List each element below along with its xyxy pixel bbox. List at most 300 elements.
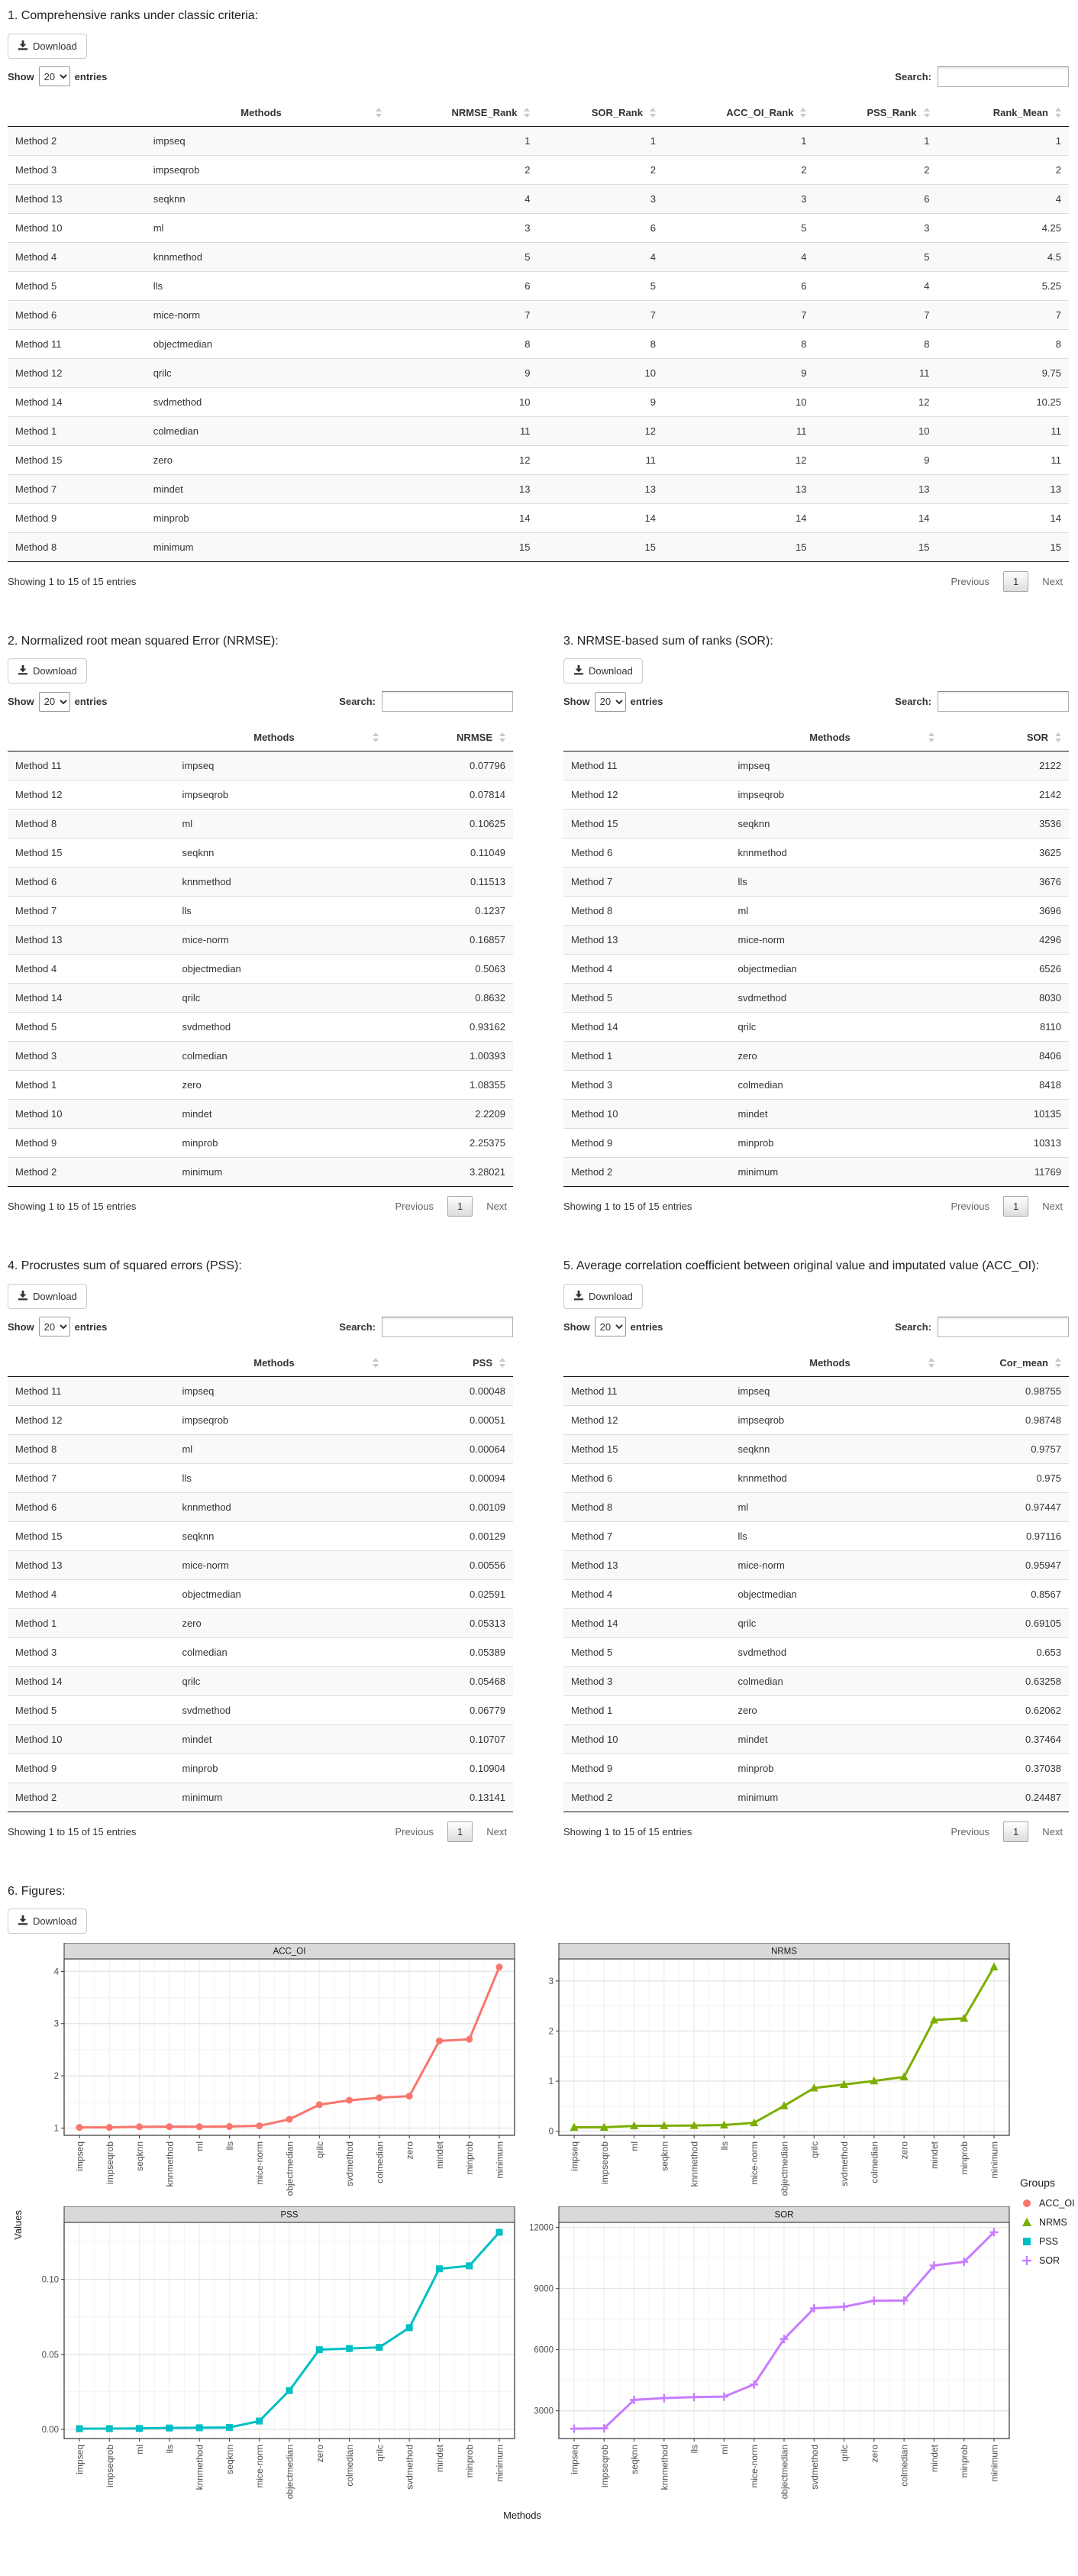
table-cell: 8 xyxy=(1055,338,1061,350)
svg-text:objectmedian: objectmedian xyxy=(284,2445,295,2500)
row-label: Method 11 xyxy=(15,1385,62,1397)
table-cell: 11769 xyxy=(1034,1166,1061,1178)
legend-item-ACC_OI xyxy=(1020,2196,1078,2210)
table-row xyxy=(8,155,1069,184)
svg-text:svdmethod: svdmethod xyxy=(344,2141,356,2187)
row-label: Method 6 xyxy=(571,847,613,859)
row-label: Method 10 xyxy=(571,1733,618,1745)
table-row xyxy=(563,1579,1069,1608)
table-cell: svdmethod xyxy=(182,1021,231,1033)
row-label: Method 1 xyxy=(15,1079,57,1091)
table-cell: 0.00094 xyxy=(470,1472,505,1484)
table-cell: 7 xyxy=(524,309,531,321)
legend-item-NRMS xyxy=(1020,2216,1078,2229)
table-cell: ml xyxy=(737,905,749,917)
next-button[interactable]: Next xyxy=(1042,575,1063,587)
table-cell: ml xyxy=(182,1443,193,1455)
rowname-column-header xyxy=(563,722,730,751)
show-label: Show xyxy=(563,696,590,708)
previous-button[interactable]: Previous xyxy=(951,575,990,587)
entries-label: entries xyxy=(630,696,663,708)
svg-text:seqknn: seqknn xyxy=(659,2141,670,2172)
page-1-button[interactable]: 1 xyxy=(1003,571,1028,592)
column-header-PSS_Rank[interactable] xyxy=(814,98,937,127)
table-cell: 0.02591 xyxy=(470,1588,505,1600)
table-row xyxy=(8,1376,513,1405)
svg-text:1: 1 xyxy=(548,2077,554,2087)
legend-title: Groups xyxy=(1020,2177,1055,2190)
table-cell: 7 xyxy=(650,309,656,321)
column-header-Methods[interactable] xyxy=(174,1348,386,1377)
column-header-Methods[interactable] xyxy=(730,1348,942,1377)
section-sor xyxy=(563,632,1069,1217)
table-cell: 2 xyxy=(524,163,531,176)
table-info: Showing 1 to 15 of 15 entries xyxy=(8,575,137,587)
table-cell: 10135 xyxy=(1033,1108,1061,1120)
svg-text:minprob: minprob xyxy=(464,2141,476,2175)
table-row xyxy=(563,1434,1069,1463)
page-length-select[interactable] xyxy=(39,692,70,712)
table-cell: 6 xyxy=(801,280,807,292)
table-row xyxy=(563,1695,1069,1724)
table-row xyxy=(563,1129,1069,1158)
table-row xyxy=(8,1100,513,1129)
row-label: Method 5 xyxy=(15,280,57,292)
download-label: Download xyxy=(33,665,77,677)
row-label: Method 2 xyxy=(15,1791,57,1803)
download-label: Download xyxy=(589,665,633,677)
table-cell: 0.8567 xyxy=(1031,1588,1061,1600)
table-cell: zero xyxy=(182,1079,202,1091)
sort-icon xyxy=(924,108,930,118)
column-header-SOR_Rank[interactable] xyxy=(537,98,663,127)
table-cell: 3.28021 xyxy=(470,1166,505,1178)
table-row xyxy=(8,1579,513,1608)
search-input[interactable] xyxy=(938,691,1069,712)
svg-text:mindet: mindet xyxy=(434,2445,445,2473)
table-cell: minimum xyxy=(153,541,194,553)
table-cell: knnmethod xyxy=(737,847,787,859)
row-label: Method 13 xyxy=(571,1559,618,1571)
svg-text:seqknn: seqknn xyxy=(224,2445,235,2475)
svg-text:minprob: minprob xyxy=(959,2141,970,2175)
column-header-Methods[interactable] xyxy=(730,722,942,751)
row-label: Method 13 xyxy=(15,1559,63,1571)
download-icon xyxy=(573,664,584,677)
row-label: Method 4 xyxy=(571,963,613,975)
row-label: Method 14 xyxy=(571,1617,618,1629)
table-cell: impseq xyxy=(182,1385,215,1397)
svg-text:svdmethod: svdmethod xyxy=(404,2445,415,2490)
search-input[interactable] xyxy=(382,1317,513,1337)
table-cell: 0.5063 xyxy=(475,963,505,975)
page-1-button[interactable]: 1 xyxy=(447,1196,473,1217)
table-row xyxy=(8,213,1069,242)
svg-text:qrilc: qrilc xyxy=(374,2445,386,2462)
legend-label: NRMS xyxy=(1039,2217,1067,2229)
previous-button[interactable]: Previous xyxy=(951,1825,990,1837)
table-row xyxy=(563,1637,1069,1666)
table-row xyxy=(8,751,513,781)
table-cell: mice-norm xyxy=(182,1559,229,1571)
table-cell: 12 xyxy=(795,454,807,466)
data-table xyxy=(8,1348,513,1812)
download-icon xyxy=(18,664,28,677)
download-button[interactable] xyxy=(563,1284,643,1309)
svg-text:colmedian: colmedian xyxy=(899,2445,910,2487)
svg-text:impseq: impseq xyxy=(569,2445,580,2475)
table-cell: 12 xyxy=(918,396,930,408)
page-1-button[interactable]: 1 xyxy=(1003,1821,1028,1842)
row-label: Method 10 xyxy=(571,1108,618,1120)
table-cell: 13 xyxy=(1050,483,1061,495)
row-label: Method 14 xyxy=(15,1675,63,1687)
table-cell: 14 xyxy=(795,512,807,524)
table-cell: mindet xyxy=(153,483,183,495)
table-cell: 1 xyxy=(650,134,656,147)
svg-text:minimum: minimum xyxy=(989,2445,1000,2483)
table-cell: 4 xyxy=(650,250,656,263)
column-header-Methods[interactable] xyxy=(146,98,390,127)
table-row xyxy=(8,329,1069,358)
svg-text:zero: zero xyxy=(314,2445,325,2463)
table-cell: 6 xyxy=(524,280,531,292)
row-label: Method 9 xyxy=(571,1762,613,1774)
table-cell: 1.00393 xyxy=(470,1050,505,1062)
table-cell: mindet xyxy=(182,1108,212,1120)
table-cell: 0.975 xyxy=(1036,1472,1061,1484)
section-figures xyxy=(8,1883,1075,2522)
table-cell: 7 xyxy=(924,309,930,321)
row-label: Method 13 xyxy=(15,934,63,946)
table-cell: 15 xyxy=(918,541,930,553)
table-cell: qrilc xyxy=(737,1021,757,1033)
circle-marker-icon xyxy=(1020,2196,1034,2210)
table-cell: objectmedian xyxy=(182,963,241,975)
table-cell: 5.25 xyxy=(1041,280,1061,292)
table-cell: lls xyxy=(737,876,747,888)
table-row xyxy=(563,1492,1069,1521)
column-label: Cor_mean xyxy=(999,1356,1048,1369)
table-cell: 0.1237 xyxy=(475,905,505,917)
table-cell: 15 xyxy=(795,541,807,553)
svg-text:minprob: minprob xyxy=(464,2445,476,2478)
table-row xyxy=(563,1753,1069,1783)
table-cell: 0.10904 xyxy=(470,1762,505,1774)
entries-label: entries xyxy=(74,696,108,708)
table-cell: 4 xyxy=(1055,192,1061,205)
table-cell: minimum xyxy=(737,1791,779,1803)
column-label: NRMSE_Rank xyxy=(451,106,518,118)
page-length-select[interactable] xyxy=(595,1317,626,1336)
column-header-SOR[interactable] xyxy=(942,722,1069,751)
table-cell: minprob xyxy=(182,1137,218,1149)
table-cell: 10 xyxy=(644,367,656,379)
table-cell: mindet xyxy=(737,1108,768,1120)
svg-text:4: 4 xyxy=(53,1967,59,1977)
previous-button[interactable]: Previous xyxy=(951,1201,990,1213)
table-row xyxy=(8,1463,513,1492)
download-button[interactable] xyxy=(8,34,87,59)
table-cell: svdmethod xyxy=(153,396,202,408)
page-1-button[interactable]: 1 xyxy=(1003,1196,1028,1217)
row-label: Method 15 xyxy=(15,1530,63,1542)
table-row xyxy=(8,416,1069,445)
table-cell: colmedian xyxy=(182,1050,228,1062)
section-title: 2. Normalized root mean squared Error (NRMSE): xyxy=(8,634,279,648)
row-label: Method 1 xyxy=(15,1617,57,1629)
pagination xyxy=(389,1821,513,1842)
table-cell: 9 xyxy=(924,454,930,466)
table-row xyxy=(8,1724,513,1753)
facet-strip-title: PSS xyxy=(280,2210,299,2220)
table-row xyxy=(563,1100,1069,1129)
svg-text:colmedian: colmedian xyxy=(869,2141,880,2184)
table-row xyxy=(8,810,513,839)
table-cell: 8 xyxy=(924,338,930,350)
table-cell: qrilc xyxy=(182,992,201,1004)
row-label: Method 1 xyxy=(15,425,57,437)
previous-button[interactable]: Previous xyxy=(395,1825,434,1837)
table-cell: 0.11049 xyxy=(470,847,505,859)
page-1-button[interactable]: 1 xyxy=(447,1821,473,1842)
table-row xyxy=(563,1013,1069,1042)
table-cell: svdmethod xyxy=(737,1646,787,1658)
entries-label: entries xyxy=(74,70,108,82)
download-button[interactable] xyxy=(8,1909,87,1934)
table-cell: minprob xyxy=(182,1762,218,1774)
facet-strip-title: ACC_OI xyxy=(273,1947,306,1957)
table-cell: knnmethod xyxy=(737,1472,787,1484)
sort-icon xyxy=(928,1358,934,1368)
table-row xyxy=(8,955,513,984)
search-input[interactable] xyxy=(382,691,513,712)
table-cell: seqknn xyxy=(737,818,770,830)
column-header-NRMSE[interactable] xyxy=(386,722,513,751)
table-cell: zero xyxy=(737,1704,757,1716)
table-cell: 3 xyxy=(524,221,531,234)
table-cell: 4296 xyxy=(1039,934,1061,946)
column-header-Cor_mean[interactable] xyxy=(942,1348,1069,1377)
next-button[interactable]: Next xyxy=(1042,1201,1063,1213)
download-button[interactable] xyxy=(563,658,643,684)
table-row xyxy=(8,1608,513,1637)
svg-text:3: 3 xyxy=(548,1977,554,1987)
column-header-Methods[interactable] xyxy=(174,722,386,751)
svg-text:seqknn: seqknn xyxy=(629,2445,641,2475)
table-cell: 2142 xyxy=(1039,789,1061,801)
table-row xyxy=(8,1158,513,1187)
svg-text:2: 2 xyxy=(548,2027,554,2037)
table-cell: 2.2209 xyxy=(475,1108,505,1120)
data-table xyxy=(8,98,1069,562)
row-label: Method 8 xyxy=(15,818,57,830)
row-label: Method 6 xyxy=(15,309,57,321)
table-row xyxy=(8,1695,513,1724)
table-cell: 2.25375 xyxy=(470,1137,505,1149)
table-cell: minimum xyxy=(737,1166,779,1178)
table-cell: 9 xyxy=(650,396,656,408)
table-cell: 5 xyxy=(924,250,930,263)
row-label: Method 12 xyxy=(15,789,63,801)
table-row xyxy=(8,474,1069,503)
y-axis-title: Values xyxy=(11,2209,24,2240)
download-button[interactable] xyxy=(8,1284,87,1309)
table-cell: colmedian xyxy=(737,1675,783,1687)
svg-text:impseq: impseq xyxy=(74,2445,86,2475)
legend-item-SOR xyxy=(1020,2254,1078,2267)
table-row xyxy=(563,1042,1069,1071)
table-cell: zero xyxy=(153,454,173,466)
svg-text:0.10: 0.10 xyxy=(41,2276,59,2286)
search-input[interactable] xyxy=(938,1317,1069,1337)
row-label: Method 4 xyxy=(15,250,57,263)
row-label: Method 4 xyxy=(571,1588,613,1600)
sort-icon xyxy=(928,732,934,742)
row-label: Method 5 xyxy=(15,1704,57,1716)
next-button[interactable]: Next xyxy=(486,1201,507,1213)
rowname-column-header xyxy=(8,722,174,751)
previous-button[interactable]: Previous xyxy=(395,1201,434,1213)
table-cell: zero xyxy=(737,1050,757,1062)
table-cell: 13 xyxy=(519,483,531,495)
table-cell: qrilc xyxy=(153,367,172,379)
table-cell: impseqrob xyxy=(182,789,229,801)
search-label: Search: xyxy=(895,1320,931,1333)
svg-text:0: 0 xyxy=(548,2127,554,2137)
table-cell: 6526 xyxy=(1039,963,1061,975)
download-label: Download xyxy=(589,1290,633,1302)
column-label: Methods xyxy=(809,1356,850,1369)
svg-text:mice-norm: mice-norm xyxy=(254,2445,266,2489)
table-cell: 8418 xyxy=(1039,1079,1061,1091)
row-label: Method 10 xyxy=(15,221,63,234)
column-header-PSS[interactable] xyxy=(386,1348,513,1377)
svg-text:minimum: minimum xyxy=(494,2141,505,2180)
table-cell: 2 xyxy=(924,163,930,176)
table-cell: 6 xyxy=(924,192,930,205)
legend-label: PSS xyxy=(1039,2236,1059,2248)
column-label: Methods xyxy=(240,106,282,118)
sort-icon xyxy=(499,732,505,742)
svg-text:impseqrob: impseqrob xyxy=(599,2141,610,2185)
row-label: Method 14 xyxy=(15,396,63,408)
table-cell: 15 xyxy=(519,541,531,553)
table-cell: 4.25 xyxy=(1041,221,1061,234)
ranks-table xyxy=(8,98,1069,562)
row-label: Method 7 xyxy=(571,876,613,888)
table-cell: 0.653 xyxy=(1036,1646,1061,1658)
table-cell: knnmethod xyxy=(182,876,231,888)
chart-svg xyxy=(525,2206,1017,2503)
table-cell: ml xyxy=(153,221,164,234)
table-info: Showing 1 to 15 of 15 entries xyxy=(8,1825,137,1837)
table-cell: mice-norm xyxy=(737,1559,785,1571)
row-label: Method 7 xyxy=(15,483,57,495)
table-cell: 0.93162 xyxy=(470,1021,505,1033)
svg-text:objectmedian: objectmedian xyxy=(779,2445,790,2500)
page-length-select[interactable] xyxy=(39,1317,70,1336)
table-cell: 0.00109 xyxy=(470,1501,505,1513)
svg-text:qrilc: qrilc xyxy=(839,2445,850,2462)
table-info: Showing 1 to 15 of 15 entries xyxy=(8,1201,137,1213)
page-length-select[interactable] xyxy=(39,66,70,86)
table-cell: impseqrob xyxy=(737,1414,785,1426)
download-label: Download xyxy=(33,1290,77,1302)
sort-icon xyxy=(1055,1358,1061,1368)
page-length-select[interactable] xyxy=(595,692,626,712)
download-label: Download xyxy=(33,1915,77,1928)
table-row xyxy=(8,839,513,868)
section-comprehensive-ranks xyxy=(8,8,1069,592)
table-cell: 3 xyxy=(924,221,930,234)
row-label: Method 2 xyxy=(571,1791,613,1803)
search-label: Search: xyxy=(895,696,931,708)
table-row xyxy=(8,1521,513,1550)
search-label: Search: xyxy=(339,1320,376,1333)
table-cell: 0.05389 xyxy=(470,1646,505,1658)
row-label: Method 6 xyxy=(571,1472,613,1484)
table-cell: 0.98755 xyxy=(1025,1385,1061,1397)
table-cell: lls xyxy=(182,905,192,917)
table-row xyxy=(563,751,1069,781)
svg-text:mice-norm: mice-norm xyxy=(749,2141,760,2186)
table-cell: 8110 xyxy=(1040,1021,1061,1033)
download-button[interactable] xyxy=(8,658,87,684)
svg-text:impseqrob: impseqrob xyxy=(599,2445,610,2488)
pagination xyxy=(944,1821,1069,1842)
table-cell: impseqrob xyxy=(182,1414,229,1426)
next-button[interactable]: Next xyxy=(486,1825,507,1837)
column-header-ACC_OI_Rank[interactable] xyxy=(663,98,815,127)
table-cell: 4 xyxy=(924,280,930,292)
rowname-column-header xyxy=(563,1348,730,1377)
table-cell: 3696 xyxy=(1039,905,1061,917)
column-header-NRMSE_Rank[interactable] xyxy=(389,98,537,127)
download-icon xyxy=(18,1290,28,1303)
table-cell: 8406 xyxy=(1039,1050,1061,1062)
svg-text:impseq: impseq xyxy=(74,2141,86,2172)
table-cell: impseq xyxy=(153,134,186,147)
table-cell: 0.69105 xyxy=(1025,1617,1061,1629)
table-info: Showing 1 to 15 of 15 entries xyxy=(563,1201,692,1213)
row-label: Method 10 xyxy=(15,1733,63,1745)
table-cell: objectmedian xyxy=(182,1588,241,1600)
svg-text:mindet: mindet xyxy=(434,2141,445,2170)
table-cell: 11 xyxy=(796,425,807,437)
column-header-Rank_Mean[interactable] xyxy=(938,98,1069,127)
table-cell: minimum xyxy=(182,1166,223,1178)
svg-text:zero: zero xyxy=(899,2141,910,2160)
svg-text:mindet: mindet xyxy=(928,2141,940,2170)
legend-item-PSS xyxy=(1020,2235,1078,2248)
table-row xyxy=(8,1071,513,1100)
row-label: Method 12 xyxy=(15,1414,63,1426)
svg-text:mindet: mindet xyxy=(928,2445,940,2473)
row-label: Method 15 xyxy=(15,454,63,466)
table-cell: 0.06779 xyxy=(470,1704,505,1716)
search-input[interactable] xyxy=(938,66,1069,87)
data-table xyxy=(563,722,1069,1187)
svg-text:ml: ml xyxy=(718,2445,730,2455)
row-label: Method 15 xyxy=(15,847,63,859)
svg-text:0.05: 0.05 xyxy=(41,2351,59,2361)
table-cell: 0.95947 xyxy=(1025,1559,1061,1571)
section-acc-oi xyxy=(563,1256,1069,1842)
table-cell: svdmethod xyxy=(182,1704,231,1716)
next-button[interactable]: Next xyxy=(1042,1825,1063,1837)
table-cell: svdmethod xyxy=(737,992,787,1004)
